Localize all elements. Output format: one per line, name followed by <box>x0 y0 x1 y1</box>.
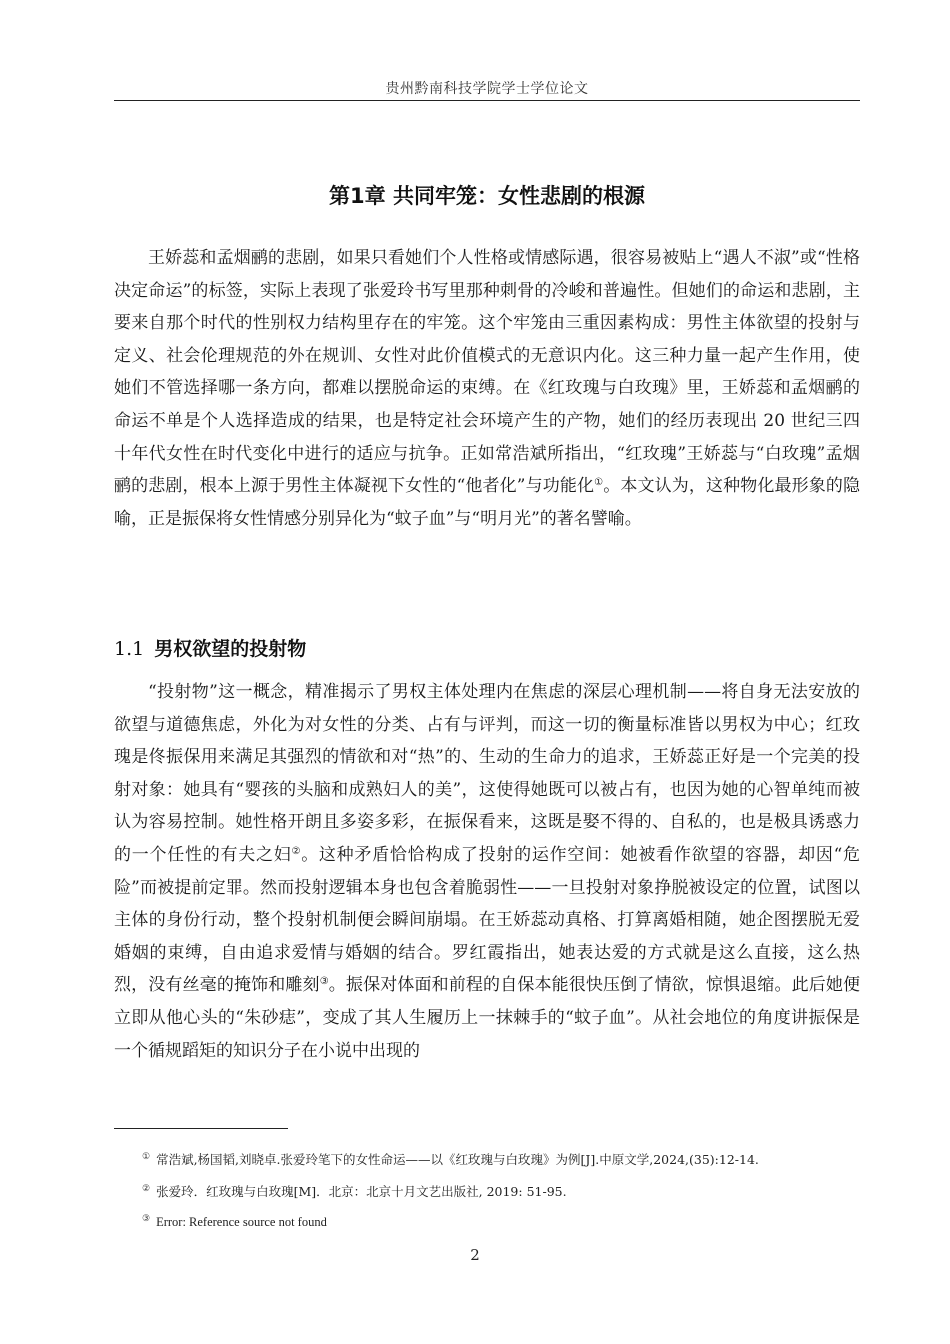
footnote-ref-1[interactable]: ① <box>594 477 604 489</box>
footnote-ref-2[interactable]: ② <box>291 845 302 857</box>
paragraph-text: 王娇蕊和孟烟鹂的悲剧，如果只看她们个人性格或情感际遇，很容易被贴上“遇人不淑”或“性格决定命运”的标签，实际上表现了张爱玲书写里那种刺骨的冷峻和普遍性。但她们的命运和悲剧，主要来自那个时代的性别权力结构里存在的牢笼。这个牢笼由三重因素构成：男性主体欲望的投射与定义、社会伦理规范的外在规训、女性对此价值模式的无意识内化。这三种力量一起产生作用，使她们不管选择哪一条方向，都难以摆脱命运的束缚。在《红玫瑰与白玫瑰》里，王娇蕊和孟烟鹂的命运不单是个人选择造成的结果，也是特定社会环境产生的产物，她们的经历表现出 20 世纪三四十年代女性在时代变化中进行的适应与抗争。正如常浩斌所指出，“红玫瑰”王娇蕊与“白玫瑰”孟烟鹂的悲剧，根本上源于男性主体凝视下女性的“他者化”与功能化 <box>114 248 860 497</box>
chapter-title: 第1章 共同牢笼：女性悲剧的根源 <box>329 184 645 208</box>
footnote-text: Error: Reference source not found <box>156 1215 327 1229</box>
paragraph-text: 。本文认为，这种物化最形象的隐喻，正是振保将女性情感分别异化为“蚊子血”与“明月光”的著名譬喻。 <box>114 476 860 529</box>
footnote-1 <box>142 1150 759 1168</box>
paragraph-text: 。振保对体面和前程的自保本能很快压倒了情欲，惊惧退缩。此后她便立即从他心头的“朱砂痣”，变成了其人生履历上一抹棘手的“蚊子血”。从社会地位的角度讲振保是一个循规蹈矩的知识分子在小说中出现的 <box>114 975 861 1061</box>
footnote-3 <box>142 1213 327 1230</box>
footnote-mark: ① <box>142 1152 151 1162</box>
footnote-text: 张爱玲．红玫瑰与白玫瑰[M]．北京：北京十月文艺出版社, 2019: 51-95. <box>156 1184 567 1199</box>
body-paragraph-2 <box>114 676 860 1067</box>
footnote-ref-3[interactable]: ③ <box>319 976 329 988</box>
paragraph-text: “投射物”这一概念，精准揭示了男权主体处理内在焦虑的深层心理机制——将自身无法安放的欲望与道德焦虑，外化为对女性的分类、占有与评判，而这一切的衡量标准皆以男权为中心；红玫瑰是佟振保用来满足其强烈的情欲和对“热”的、生动的生命力的追求，王娇蕊正好是一个完美的投射对象：她具有“婴孩的头脑和成熟妇人的美”，这使得她既可以被占有，也因为她的心智单纯而被认为容易控制。她性格开朗且多姿多彩，在振保看来，这既是娶不得的、自私的，也是极具诱惑力的一个任性的有夫之妇 <box>114 682 860 865</box>
footnote-2 <box>142 1182 567 1200</box>
section-number: 1.1 <box>114 638 145 660</box>
footnote-separator <box>114 1128 288 1129</box>
body-paragraph-1 <box>114 242 860 535</box>
page-number: 2 <box>470 1246 480 1264</box>
paragraph-text: 。这种矛盾恰恰构成了投射的运作空间：她被看作欲望的容器，却因“危险”而被提前定罪。然而投射逻辑本身也包含着脆弱性——一旦投射对象挣脱被设定的位置，试图以主体的身份行动，整个投射机制便会瞬间崩塌。在王娇蕊动真格、打算离婚相随，她企图摆脱无爱婚姻的束缚，自由追求爱情与婚姻的结合。罗红霞指出，她表达爱的方式就是这么直接，这么热烈，没有丝毫的掩饰和雕刻 <box>114 844 861 996</box>
header-rule <box>114 100 860 101</box>
footnote-mark: ③ <box>142 1213 151 1223</box>
footnote-mark: ② <box>142 1184 151 1194</box>
section-title: 男权欲望的投射物 <box>154 638 307 660</box>
section-heading <box>114 634 306 661</box>
running-header: 贵州黔南科技学院学士学位论文 <box>385 81 589 97</box>
footnote-text: 常浩斌,杨国韬,刘晓卓.张爱玲笔下的女性命运——以《红玫瑰与白玫瑰》为例[J].中原文学,2024,(35):12-14. <box>156 1152 759 1167</box>
